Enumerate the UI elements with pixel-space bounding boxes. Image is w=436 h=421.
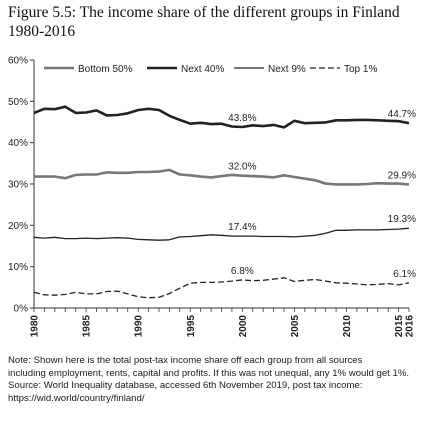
series-line-bottom-50- (34, 170, 409, 185)
legend-label: Top 1% (344, 64, 378, 75)
data-label: 17.4% (228, 222, 257, 234)
chart-axes (8, 56, 416, 338)
chart-series (34, 107, 409, 298)
y-tick-label: 50% (7, 96, 28, 108)
data-label: 19.3% (387, 214, 416, 226)
series-line-next-40- (34, 107, 409, 128)
data-label: 44.7% (387, 109, 416, 121)
x-tick-label: 1985 (81, 315, 93, 338)
note-line-1: Note: Shown here is the total post-tax income share off each group from all sources (8, 355, 363, 366)
data-label: 6.1% (393, 268, 416, 280)
y-tick-label: 60% (7, 55, 28, 67)
x-tick-label: 2015 (394, 315, 406, 338)
x-tick-label: 2016 (404, 315, 416, 338)
data-label: 6.8% (230, 265, 254, 277)
note-line-2: including employment, rents, capital and profits. If this was not unequal, any 1% would get 1%. (8, 367, 410, 379)
x-tick-label: 2005 (289, 315, 301, 338)
chart-note (8, 355, 432, 405)
x-tick-label: 2010 (342, 315, 353, 338)
y-tick-label: 20% (7, 220, 28, 232)
legend-label: Next 9% (268, 64, 306, 75)
y-tick-label: 30% (7, 179, 28, 191)
data-label: 32.0% (228, 161, 257, 173)
x-tick-label: 1980 (29, 315, 41, 338)
note-line-3: Source: World Inequality database, accessed 6th November 2019, post tax income: (8, 380, 363, 392)
series-line-top-1- (34, 278, 409, 298)
chart-legend (44, 64, 377, 75)
series-line-next-9- (34, 228, 409, 240)
x-tick-label: 1995 (185, 315, 197, 338)
legend-label: Next 40% (181, 64, 225, 75)
y-tick-label: 0% (13, 303, 28, 315)
x-tick-label: 2000 (237, 315, 249, 338)
y-tick-label: 10% (7, 262, 28, 274)
legend-label: Bottom 50% (78, 64, 133, 75)
chart-data-labels (228, 109, 416, 280)
note-line-4: https://wid.world/country/finland/ (8, 392, 145, 404)
data-label: 43.8% (228, 112, 257, 124)
data-label: 29.9% (387, 170, 416, 182)
y-tick-label: 40% (7, 138, 28, 150)
x-tick-label: 1990 (133, 315, 145, 338)
figure-title-line-2: 1980-2016 (8, 23, 76, 40)
figure-title-line-1: Figure 5.5: The income share of the different groups in Finland (8, 4, 400, 21)
